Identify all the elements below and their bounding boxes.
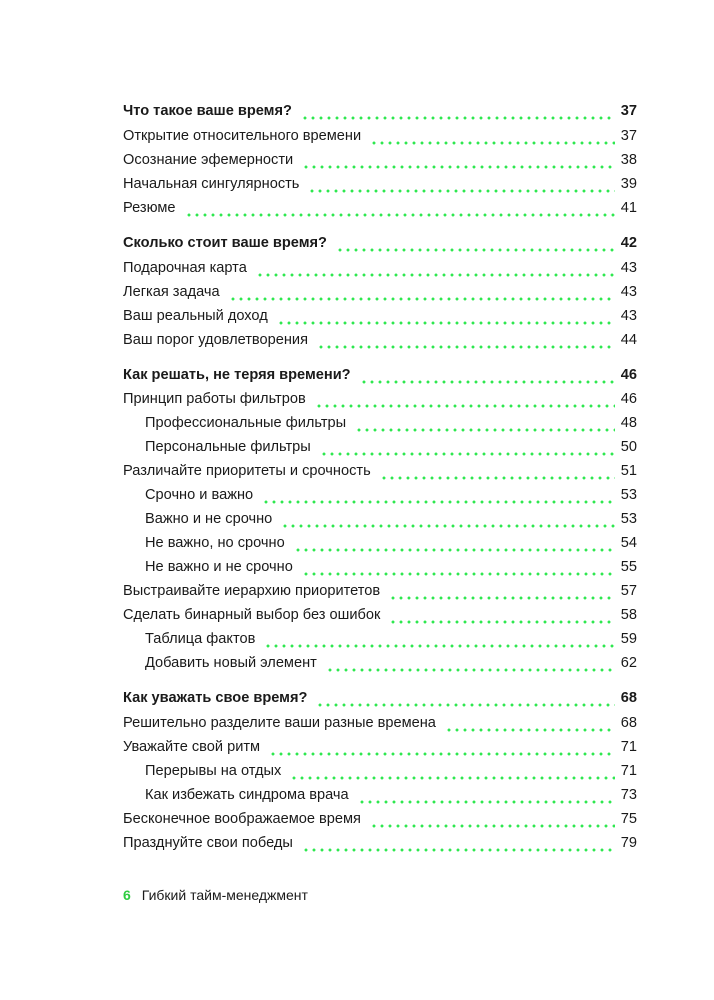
dot-leader bbox=[308, 173, 614, 195]
toc-entry-title: Срочно и важно bbox=[145, 487, 254, 503]
dot-leader bbox=[360, 364, 615, 386]
toc-entry-title: Как избежать синдрома врача bbox=[145, 787, 349, 803]
dot-leader bbox=[269, 736, 615, 758]
toc-entry-title: Бесконечное воображаемое время bbox=[123, 811, 361, 827]
toc-entry-page: 53 bbox=[620, 511, 637, 527]
toc-entry-page: 37 bbox=[620, 128, 637, 144]
dot-leader bbox=[302, 149, 615, 171]
toc-section bbox=[123, 173, 637, 195]
toc-entry-title: Уважайте свой ритм bbox=[123, 739, 261, 755]
toc-section bbox=[123, 149, 637, 171]
dot-leader bbox=[302, 832, 615, 854]
toc-entry-page: 75 bbox=[620, 811, 637, 827]
dot-leader bbox=[380, 460, 615, 482]
toc-subsection bbox=[123, 532, 637, 554]
toc-entry-page: 50 bbox=[620, 439, 637, 455]
toc-entry-page: 71 bbox=[620, 739, 637, 755]
dot-leader bbox=[389, 604, 614, 626]
toc-entry-page: 42 bbox=[620, 235, 637, 251]
toc-section bbox=[123, 712, 637, 734]
dot-leader bbox=[229, 281, 615, 303]
toc-subsection bbox=[123, 760, 637, 782]
toc-chapter bbox=[123, 364, 637, 386]
toc-entry-title: Персональные фильтры bbox=[145, 439, 311, 455]
toc-entry-page: 68 bbox=[620, 715, 637, 731]
toc-entry-page: 58 bbox=[620, 607, 637, 623]
toc-chapter bbox=[123, 232, 637, 254]
toc-entry-title: Принцип работы фильтров bbox=[123, 391, 306, 407]
toc-entry-page: 59 bbox=[620, 631, 637, 647]
toc-section bbox=[123, 808, 637, 830]
toc-entry-page: 43 bbox=[620, 284, 637, 300]
toc-section bbox=[123, 257, 637, 279]
toc-entry-title: Не важно, но срочно bbox=[145, 535, 285, 551]
toc-entry-title: Ваш порог удовлетворения bbox=[123, 332, 308, 348]
toc-chapter bbox=[123, 100, 637, 122]
dot-leader bbox=[355, 412, 615, 434]
toc-entry-title: Выстраивайте иерархию приоритетов bbox=[123, 583, 381, 599]
toc-entry-title: Как решать, не теряя времени? bbox=[123, 367, 351, 383]
toc-entry-page: 44 bbox=[620, 332, 637, 348]
toc-entry-title: Важно и не срочно bbox=[145, 511, 273, 527]
toc-section bbox=[123, 197, 637, 219]
toc-entry-page: 62 bbox=[620, 655, 637, 671]
toc-section bbox=[123, 832, 637, 854]
dot-leader bbox=[389, 580, 615, 602]
toc-subsection bbox=[123, 412, 637, 434]
page-number: 6 bbox=[123, 887, 131, 903]
toc-entry-page: 51 bbox=[620, 463, 637, 479]
running-title: Гибкий тайм-менеджмент bbox=[141, 887, 308, 903]
toc-section bbox=[123, 388, 637, 410]
toc-entry-title: Профессиональные фильтры bbox=[145, 415, 347, 431]
toc-entry-title: Сколько стоит ваше время? bbox=[123, 235, 327, 251]
toc-entry-title: Легкая задача bbox=[123, 284, 220, 300]
toc-section bbox=[123, 305, 637, 327]
toc-entry-title: Резюме bbox=[123, 200, 176, 216]
toc-entry-title: Как уважать свое время? bbox=[123, 690, 308, 706]
dot-leader bbox=[277, 305, 615, 327]
toc-entry-title: Ваш реальный доход bbox=[123, 308, 268, 324]
toc-subsection bbox=[123, 628, 637, 650]
dot-leader bbox=[262, 484, 615, 506]
toc-subsection bbox=[123, 436, 637, 458]
dot-leader bbox=[315, 388, 615, 410]
toc-entry-page: 55 bbox=[620, 559, 637, 575]
dot-leader bbox=[370, 125, 615, 147]
toc-subsection bbox=[123, 784, 637, 806]
dot-leader bbox=[320, 436, 615, 458]
toc-entry-page: 79 bbox=[620, 835, 637, 851]
toc-entry-page: 43 bbox=[620, 308, 637, 324]
toc-entry-page: 71 bbox=[620, 763, 637, 779]
toc-subsection bbox=[123, 484, 637, 506]
dot-leader bbox=[445, 712, 615, 734]
toc-entry-page: 54 bbox=[620, 535, 637, 551]
toc-section bbox=[123, 460, 637, 482]
toc-entry-page: 53 bbox=[620, 487, 637, 503]
toc-entry-title: Таблица фактов bbox=[145, 631, 256, 647]
toc-entry-title: Начальная сингулярность bbox=[123, 176, 300, 192]
toc-section bbox=[123, 580, 637, 602]
toc-entry-title: Решительно разделите ваши разные времена bbox=[123, 715, 436, 731]
toc-section bbox=[123, 604, 637, 626]
dot-leader bbox=[256, 257, 615, 279]
dot-leader bbox=[185, 197, 615, 219]
dot-leader bbox=[301, 100, 615, 122]
toc-entry-page: 73 bbox=[620, 787, 637, 803]
toc-entry-page: 43 bbox=[620, 260, 637, 276]
dot-leader bbox=[317, 329, 615, 351]
toc-section bbox=[123, 125, 637, 147]
toc-entry-title: Не важно и не срочно bbox=[145, 559, 293, 575]
toc-section bbox=[123, 281, 637, 303]
toc-subsection bbox=[123, 508, 637, 530]
dot-leader bbox=[370, 808, 615, 830]
toc-entry-title: Различайте приоритеты и срочность bbox=[123, 463, 371, 479]
toc-section bbox=[123, 329, 637, 351]
toc-chapter bbox=[123, 687, 637, 709]
dot-leader bbox=[290, 760, 614, 782]
toc-subsection bbox=[123, 652, 637, 674]
toc-entry-page: 39 bbox=[620, 176, 637, 192]
toc-entry-title: Сделать бинарный выбор без ошибок bbox=[123, 607, 381, 623]
toc-entry-page: 46 bbox=[620, 367, 637, 383]
toc-entry-title: Открытие относительного времени bbox=[123, 128, 362, 144]
dot-leader bbox=[264, 628, 614, 650]
toc-entry-title: Перерывы на отдых bbox=[145, 763, 282, 779]
toc-entry-title: Подарочная карта bbox=[123, 260, 247, 276]
toc-entry-title: Осознание эфемерности bbox=[123, 152, 294, 168]
toc-entry-page: 46 bbox=[620, 391, 637, 407]
dot-leader bbox=[294, 532, 615, 554]
toc-entry-title: Празднуйте свои победы bbox=[123, 835, 293, 851]
toc-entry-title: Что такое ваше время? bbox=[123, 103, 292, 119]
toc-entry-title: Добавить новый элемент bbox=[145, 655, 317, 671]
dot-leader bbox=[302, 556, 615, 578]
dot-leader bbox=[326, 652, 615, 674]
toc-entry-page: 38 bbox=[620, 152, 637, 168]
dot-leader bbox=[336, 232, 615, 254]
toc-section bbox=[123, 736, 637, 758]
toc-entry-page: 48 bbox=[620, 415, 637, 431]
page-footer bbox=[123, 884, 308, 906]
dot-leader bbox=[316, 687, 614, 709]
toc-subsection bbox=[123, 556, 637, 578]
toc-entry-page: 41 bbox=[620, 200, 637, 216]
dot-leader bbox=[358, 784, 615, 806]
toc-entry-page: 57 bbox=[620, 583, 637, 599]
toc-entry-page: 68 bbox=[620, 690, 637, 706]
dot-leader bbox=[281, 508, 614, 530]
toc-entry-page: 37 bbox=[620, 103, 637, 119]
